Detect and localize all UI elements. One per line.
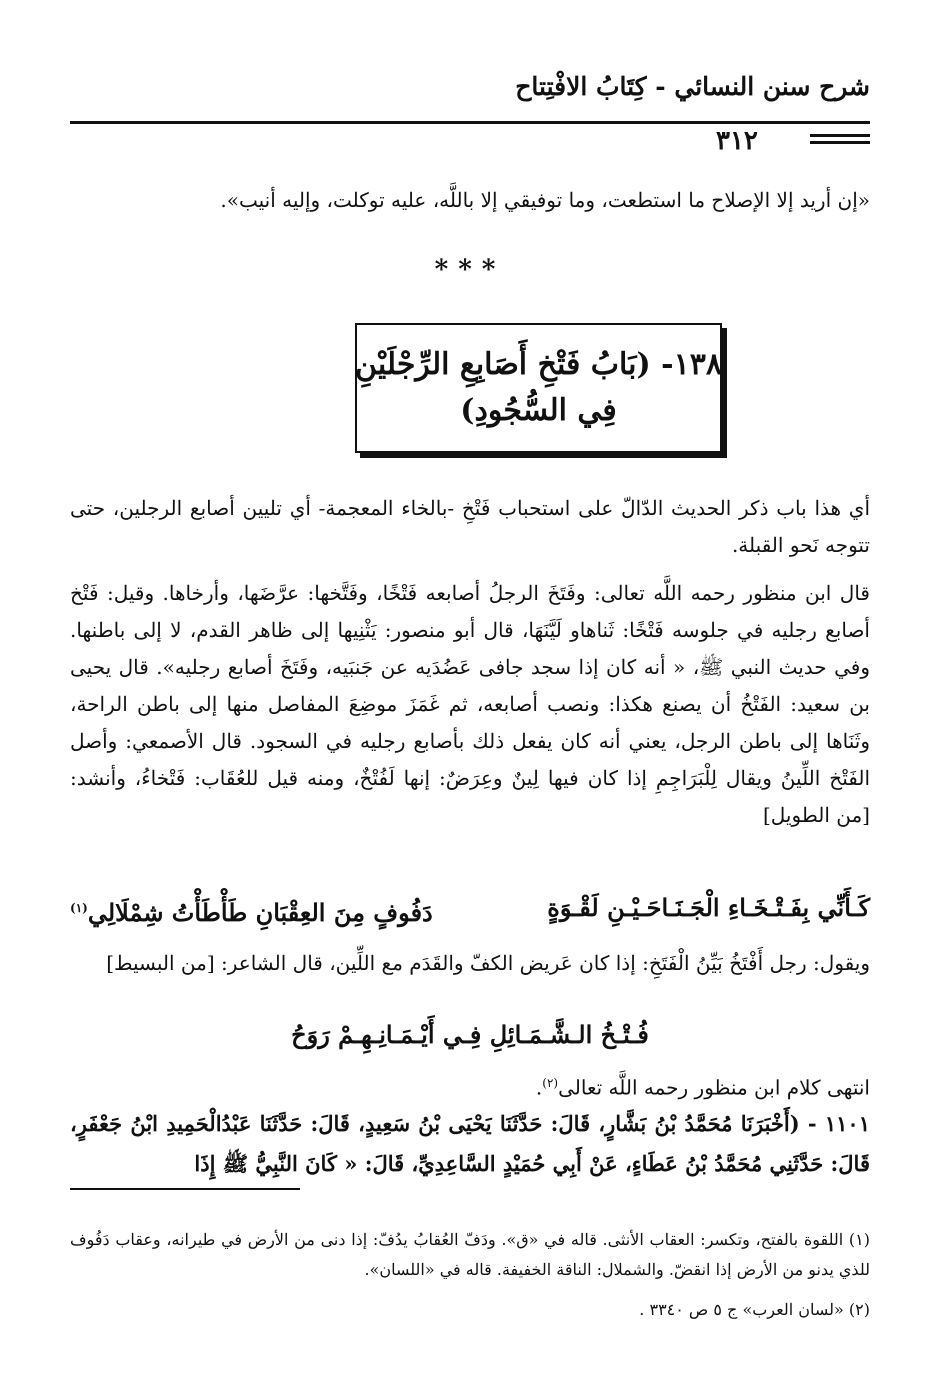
poetry-verse-2: فُـتْـخُ الـشَّـمَـائِلِ فِـي أَيْـمَـانِـهِـمْ رَوَحُ <box>291 1020 649 1049</box>
separator-stars: *** <box>434 255 506 285</box>
header-double-rule-bottom <box>810 141 870 144</box>
footnote-1: (١) اللقوة بالفتح، وتكسر: العقاب الأنثى. قاله في «ق». ودَفّ العُقابُ يدُفّ: إذا دنى من الأرض في طيرانه، وعقاب دَفُوف للذي يدنو من الأرض إذا انقضّ. والشملال: الناقة الخفيفة. قاله في «اللسان». <box>70 1230 870 1279</box>
chapter-title-line-2: فِي السُّجُودِ) <box>460 393 617 428</box>
chapter-title-line-1: ١٣٨- (بَابُ فَتْخِ أَصَابِعِ الرِّجْلَيْنِ <box>355 347 722 382</box>
hadith-1101: ١١٠١ - (أَخْبَرَنَا مُحَمَّدُ بْنُ بَشَّارٍ، قَالَ: حَدَّثَنَا يَحْيَى بْنُ سَعِيدٍ، قَالَ: حَدَّثَنَا عَبْدُالْحَمِيدِ ابْنُ جَعْفَرٍ، قَالَ: حَدَّثَنِي مُحَمَّدُ بْنُ عَطَاءٍ، عَنْ أَبِي حُمَيْدٍ السَّاعِدِيِّ، قَالَ: « كَانَ النَّبِيُّ ﷺ إِذَا <box>70 1111 870 1176</box>
ibn-manzur-paragraph: قال ابن منظور رحمه اللَّه تعالى: وفَتَخَ الرجلُ أصابعه فَتْخًا، وفَتَّخها: عرَّضَها، وأرخاها. وقيل: فَتْخ أصابع رجليه في جلوسه فَتْخًا: ثَناهاو لَيَّنَهَا، قال أبو منصور: يَثْنِيها إلى ظاهر القدم، لا إلى باطنها. وفي حديث النبي ﷺ، « أنه كان إذا سجد جافى عَضُدَيه عن جَنبَيه، وفَتَخَ أصابع رجليه». قال يحيى بن سعيد: الفَتْخُ أن يصنع هكذا: ونصب أصابعه، ثم غَمَزَ موضِعَ المفاصل منها إلى باطن الراحة، وثَنَاها إلى باطن الرجل، يعني أنه كان يفعل ذلك بأصابع رجليه في السجود. قال الأصمعي: وأصل الفَتْخ اللِّينُ ويقال لِلْبَرَاجِمِ إذا كان فيها لِينٌ وعِرَضٌ: إنها لَفُتْخٌ، ومنه قيل للعُقَاب: فَتْخاءُ، وأنشد: [من الطويل] <box>70 581 870 827</box>
chapter-explanation: أي هذا باب ذكر الحديث الدّالّ على استحباب فَتْخِ -بالخاء المعجمة- أي تليين أصابع الرجلين، حتى تتوجه نَحو القبلة. <box>70 496 870 557</box>
intaha-line: انتهى كلام ابن منظور رحمه اللَّه تعالى$^{(٢)}$. <box>535 1075 870 1100</box>
verse-1-second-hemistich <box>70 888 433 933</box>
book-page <box>70 40 870 1340</box>
section-separator <box>70 255 870 285</box>
poetry-verse-1 <box>70 888 870 933</box>
footnote-ref-1[interactable]: (١) <box>70 901 88 915</box>
page-number: ٣١٢ <box>716 126 758 156</box>
header-rule <box>70 121 870 124</box>
running-header-title: شرح سنن النسائي - كِتَابُ الافْتِتاح <box>515 72 870 101</box>
footnote-ref-2[interactable]: (٢) <box>542 1076 559 1090</box>
intaha-text: انتهى كلام ابن منظور رحمه اللَّه تعالى <box>558 1075 870 1100</box>
yaqul-paragraph: ويقول: رجل أَفْتَخُ بَيِّنُ الْفَتَخِ: إذا كان عَريض الكفّ والقَدَم مع اللِّين، قال الشاعر: [من البسيط] <box>106 951 870 975</box>
header-double-rule-top <box>810 134 870 137</box>
intro-quote: «إن أريد إلا الإصلاح ما استطعت، وما توفيقي إلا باللَّه، عليه توكلت، وإليه أنيب». <box>220 188 870 212</box>
footnotes <box>70 1225 870 1325</box>
footnote-rule <box>70 1188 300 1190</box>
chapter-title-box <box>355 323 722 453</box>
verse-1-first-hemistich: كَـأَنِّي بِفَـتْـخَـاءِ الْجَـنَـاحَـيْـنِ لَقْـوَةٍ <box>547 893 870 922</box>
verse-1-second-hemistich-text: دَفُوفٍ مِنَ العِقْبَانِ طَأْطَأْتُ شِمْلَالِي <box>87 898 433 927</box>
footnote-2: (٢) «لسان العرب» ج ٥ ص ٣٣٤٠ . <box>639 1300 870 1319</box>
